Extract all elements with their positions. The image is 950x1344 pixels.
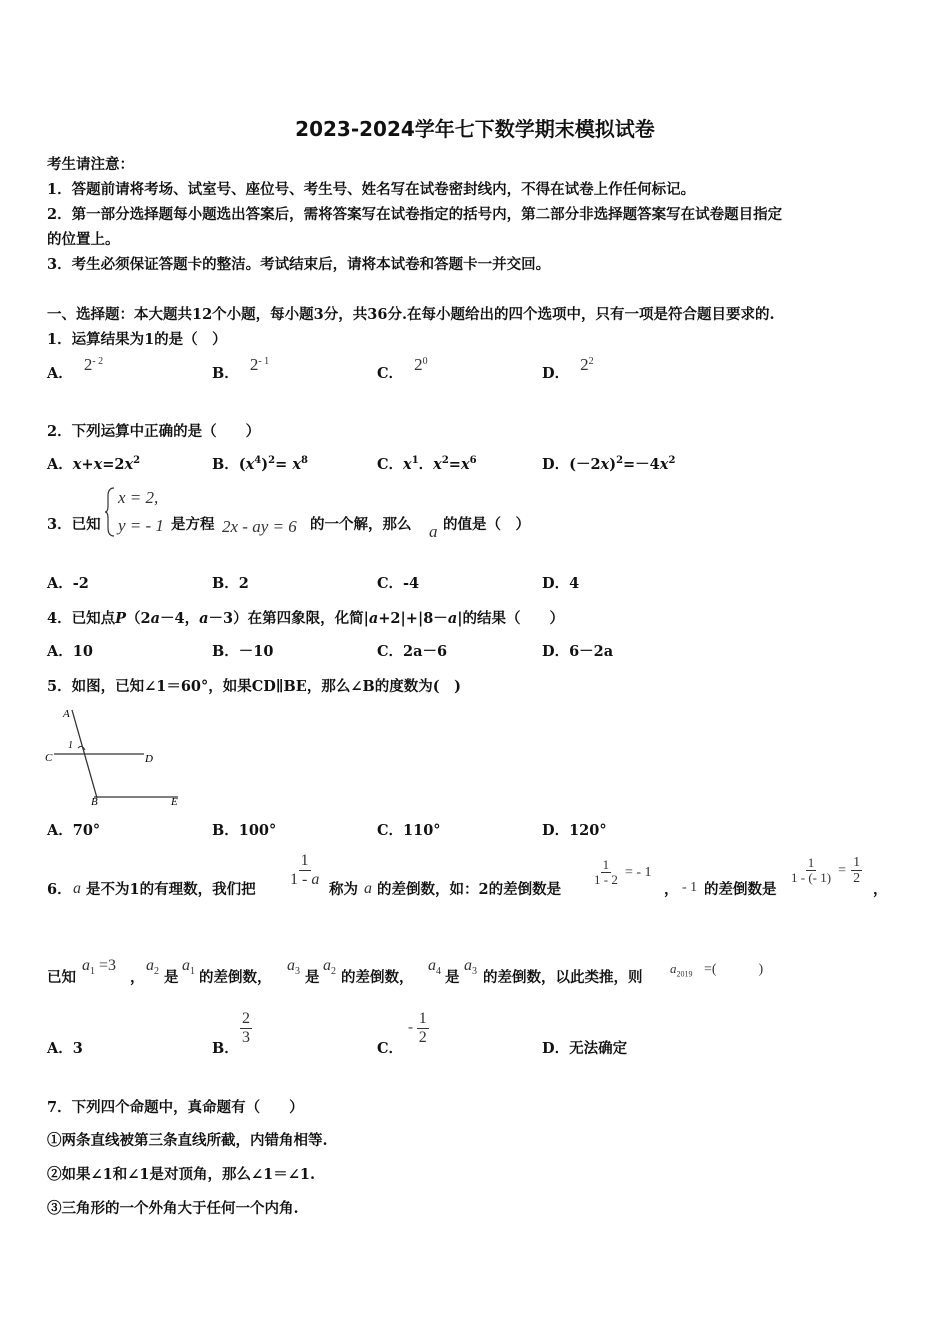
- q4-option-b: B．－10: [212, 643, 274, 660]
- label-c: C: [45, 752, 53, 764]
- q3-system-line2: y = - 1: [118, 516, 164, 535]
- q6-a1-eq: $a_1 =3$: [82, 957, 117, 978]
- q6-option-c-value: - $\frac{1}{2}$: [408, 1010, 427, 1046]
- q5-figure: [44, 704, 194, 810]
- notice-item: 2．第一部分选择题每小题选出答案后，需将答案写在试卷指定的括号内，第二部分非选择题答案写在试卷题目指定: [47, 206, 783, 223]
- q5-option-c: C．110°: [377, 822, 441, 839]
- q3-var-a: a: [429, 522, 438, 541]
- q6-a2-2: $a_2$: [323, 957, 336, 978]
- q6-fraction-example2: $\frac{1}{1 - (- 1)}$ = $\frac{1}{2}$: [791, 855, 861, 887]
- q2-stem: 2．下列运算中正确的是（ ）: [47, 423, 261, 440]
- q6-option-a: A．3: [47, 1040, 83, 1057]
- q6-a3: $a_3$: [287, 957, 300, 978]
- q5-option-b: B．100°: [212, 822, 277, 839]
- q1-option-a: A． $2^{- 2}$: [47, 355, 104, 382]
- q3-option-c: C．-4: [377, 575, 420, 592]
- q6-fraction-def: $\frac{1}{1 - a}$: [290, 852, 320, 888]
- q3-brace: [104, 486, 116, 538]
- q6-var-a-2: a: [364, 880, 372, 897]
- notice-item: 3．考生必须保证答题卡的整洁。考试结束后，请将本试卷和答题卡一并交回。: [47, 256, 551, 273]
- page-title: 2023-2024学年七下数学期末模拟试卷: [295, 117, 655, 141]
- q6-a3-2: $a_3$: [464, 957, 477, 978]
- q6-text-2: 称为: [329, 881, 358, 898]
- q1-option-b: B． $2^{- 1}$: [212, 355, 270, 382]
- q5-option-a: A．70°: [47, 822, 101, 839]
- label-a: A: [63, 708, 70, 720]
- q6-a2019: $a_{2019}$: [670, 961, 693, 979]
- q7-item: ①两条直线被第三条直线所截，内错角相等.: [47, 1132, 328, 1149]
- q6-line2-e: 的差倒数，以此类推，则: [483, 969, 643, 986]
- q6-line2-c: 是: [164, 969, 179, 986]
- q4-option-d: D．6－2a: [542, 643, 614, 660]
- q3-equation: 2x - ay = 6: [222, 517, 297, 536]
- q7-stem: 7．下列四个命题中，真命题有（ ）: [47, 1099, 304, 1116]
- q6-line2-d2: 的差倒数，: [341, 969, 414, 986]
- q6-line2-c3: 是: [445, 969, 460, 986]
- q6-a4: $a_4$: [428, 957, 441, 978]
- q2-option-a: A．$x+x=2x^2$: [47, 455, 141, 473]
- q2-option-d: D．$(-2x)^2=-4x^2$: [542, 455, 676, 473]
- q6-a1: $a_1$: [182, 957, 195, 978]
- q2-option-c: C．$x^1$．$x^2=x^6$: [377, 455, 477, 473]
- q3-option-b: B．2: [212, 575, 249, 592]
- q6-neg-one: - 1: [682, 880, 698, 895]
- q6-text-1: 是不为1的有理数，我们把: [86, 881, 256, 898]
- q6-line2-a: 已知: [47, 969, 76, 986]
- q5-stem: 5．如图，已知∠1＝60°，如果CD∥BE，那么∠B的度数为( ): [47, 678, 461, 695]
- q3-option-a: A．-2: [47, 575, 89, 592]
- q3-mid: 是方程: [171, 516, 215, 533]
- notice-item: 的位置上。: [47, 231, 120, 248]
- label-1: 1: [68, 740, 73, 751]
- q1-option-c: C． $2^0$: [377, 355, 428, 382]
- q6-line2-f: =( ): [704, 962, 764, 977]
- q6-text-4: ，: [664, 881, 679, 898]
- q6-number: 6．: [47, 881, 72, 898]
- angle-1-arc: [78, 746, 85, 750]
- q6-var-a: a: [73, 880, 81, 897]
- q6-line2-d: 的差倒数，: [199, 969, 272, 986]
- q5-option-d: D．120°: [542, 822, 607, 839]
- q6-option-b-value: $\frac{2}{3}$: [242, 1010, 250, 1046]
- q6-text-3: 的差倒数，如：2的差倒数是: [377, 881, 562, 898]
- q2-option-b: B．$(x^4)^2= x^8$: [212, 455, 308, 473]
- q4-option-a: A．10: [47, 643, 93, 660]
- label-d: D: [145, 753, 153, 765]
- q6-option-d: D．无法确定: [542, 1040, 628, 1057]
- q3-mid2: 的一个解，那么: [310, 516, 412, 533]
- notice-item: 1．答题前请将考场、试室号、座位号、考生号、姓名写在试卷密封线内，不得在试卷上作任何标记。: [47, 181, 696, 198]
- q6-line2-c2: 是: [305, 969, 320, 986]
- q3-end: 的值是（ ）: [443, 516, 530, 533]
- q1-option-d: D． $2^2$: [542, 355, 594, 382]
- q6-line2-b: ，: [130, 969, 145, 986]
- q7-item: ③三角形的一个外角大于任何一个内角.: [47, 1200, 299, 1217]
- q3-system-line1: x = 2,: [118, 488, 159, 507]
- q7-item: ②如果∠1和∠1是对顶角，那么∠1＝∠1.: [47, 1166, 316, 1183]
- q6-option-b-label: B．: [212, 1040, 239, 1057]
- q6-option-c-label: C．: [377, 1040, 404, 1057]
- section-heading: 一、选择题：本大题共12个小题，每小题3分，共36分.在每小题给出的四个选项中，只有一项是符合题目要求的.: [47, 306, 775, 323]
- label-e: E: [171, 796, 178, 808]
- q6-a2: $a_2$: [146, 957, 159, 978]
- q4-stem: 4．已知点P（2a－4，a－3）在第四象限，化简|a+2|+|8－a|的结果（ ）: [47, 610, 564, 627]
- q3-option-d: D．4: [542, 575, 580, 592]
- notice-heading: 考生请注意：: [47, 156, 134, 173]
- q3-prefix: 3．已知: [47, 516, 101, 533]
- q6-fraction-example1: $\frac{1}{1 - 2}$ = - 1: [594, 857, 652, 888]
- q6-text-6: ，: [873, 881, 888, 898]
- q6-text-5: 的差倒数是: [704, 881, 777, 898]
- q4-option-c: C．2a－6: [377, 643, 448, 660]
- q1-stem: 1．运算结果为1的是（ ）: [47, 331, 227, 348]
- label-b: B: [91, 796, 98, 808]
